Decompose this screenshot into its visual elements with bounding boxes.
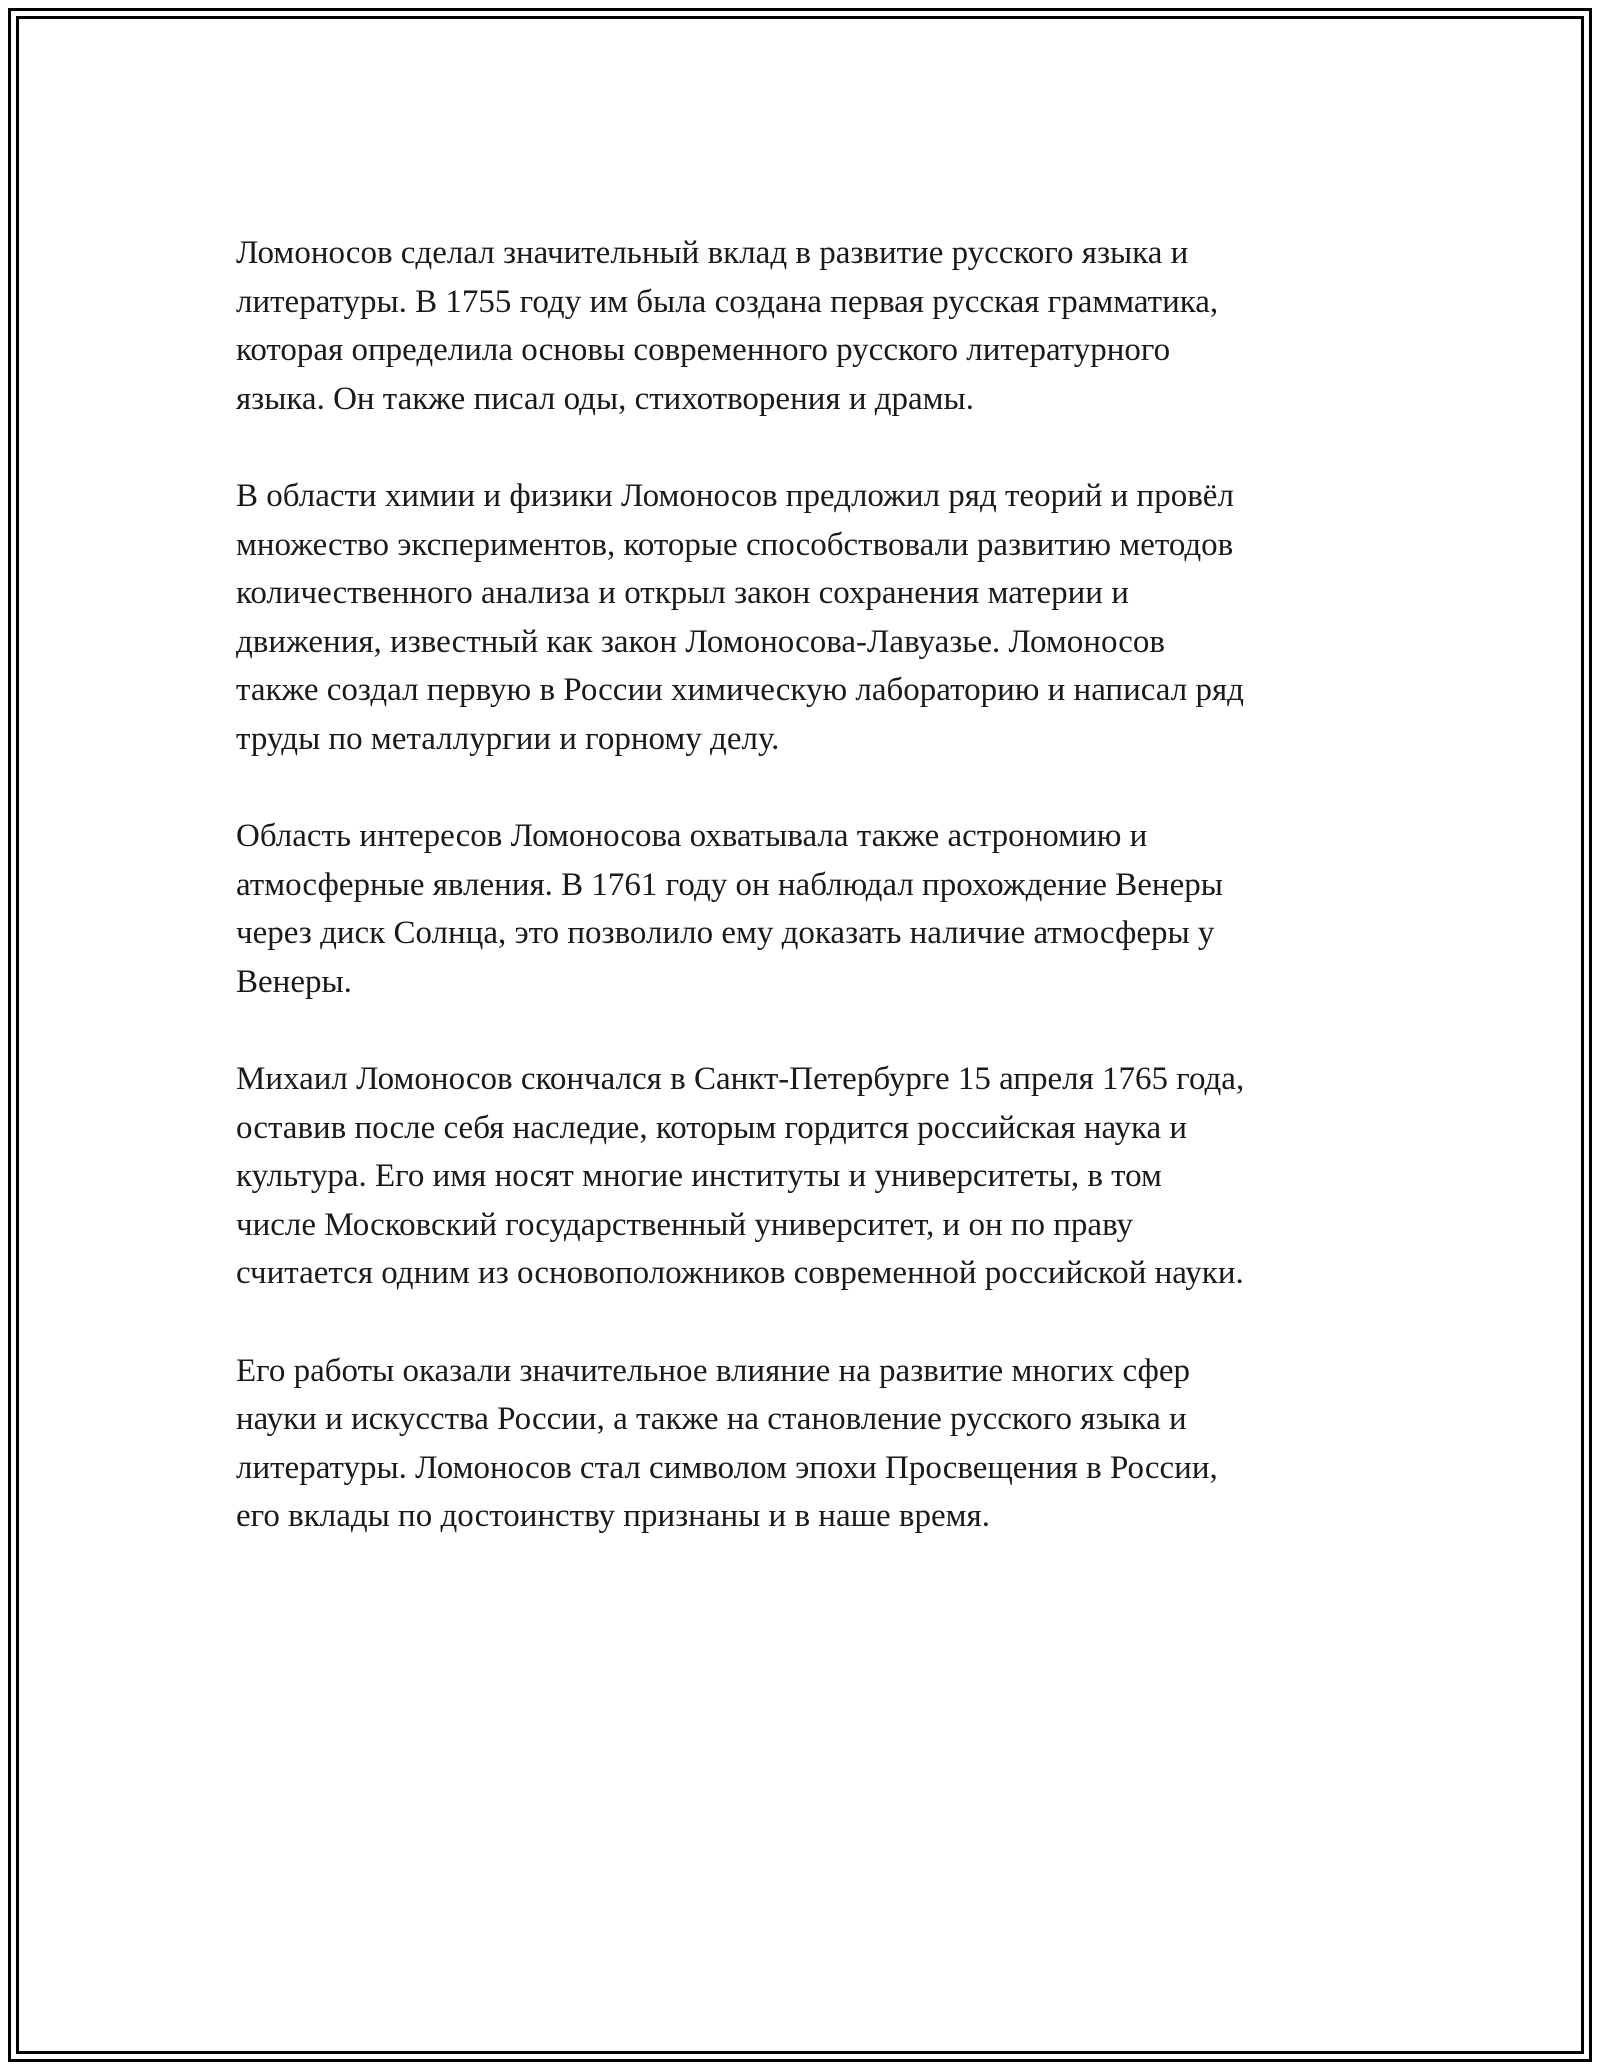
paragraph-influence: Его работы оказали значительное влияние на развитие многих сфер науки и искусства России, а также на становление русского языка и литературы. Ломоносов стал символом эпохи Просвещения в России, его вклады по достоинству признаны и в наше время. [236, 1352, 1218, 1535]
paragraph-death-legacy: Михаил Ломоносов скончался в Санкт-Петербурге 15 апреля 1765 года, оставив после себя наследие, которым гордится российская наука и культура. Его имя носят многие институты и университеты, в том числе Московский государственный университет, и он по праву считается одним из основоположников современной российской науки. [236, 1061, 1245, 1292]
paragraph-language-literature: Ломоносов сделал значительный вклад в развитие русского языка и литературы. В 1755 году им была создана первая русская грамматика, которая определила основы современного русского литературного языка. Он также писал оды, стихотворения и драмы. [236, 235, 1219, 417]
paragraph-astronomy: Область интересов Ломоносова охватывала также астрономию и атмосферные явления. В 1761 году он наблюдал прохождение Венеры через диск Солнца, это позволило ему доказать наличие атмосферы у Венеры. [236, 818, 1223, 1000]
paragraph-chemistry-physics: В области химии и физики Ломоносов предложил ряд теорий и провёл множество экспериментов, которые способствовали развитию методов количественного анализа и открыл закон сохранения материи и движения, известный как закон Ломоносова-Лавуазье. Ломоносов также создал первую в России химическую лабораторию и написал ряд труды по металлургии и горному делу. [236, 477, 1244, 757]
document-body [236, 229, 1416, 1590]
